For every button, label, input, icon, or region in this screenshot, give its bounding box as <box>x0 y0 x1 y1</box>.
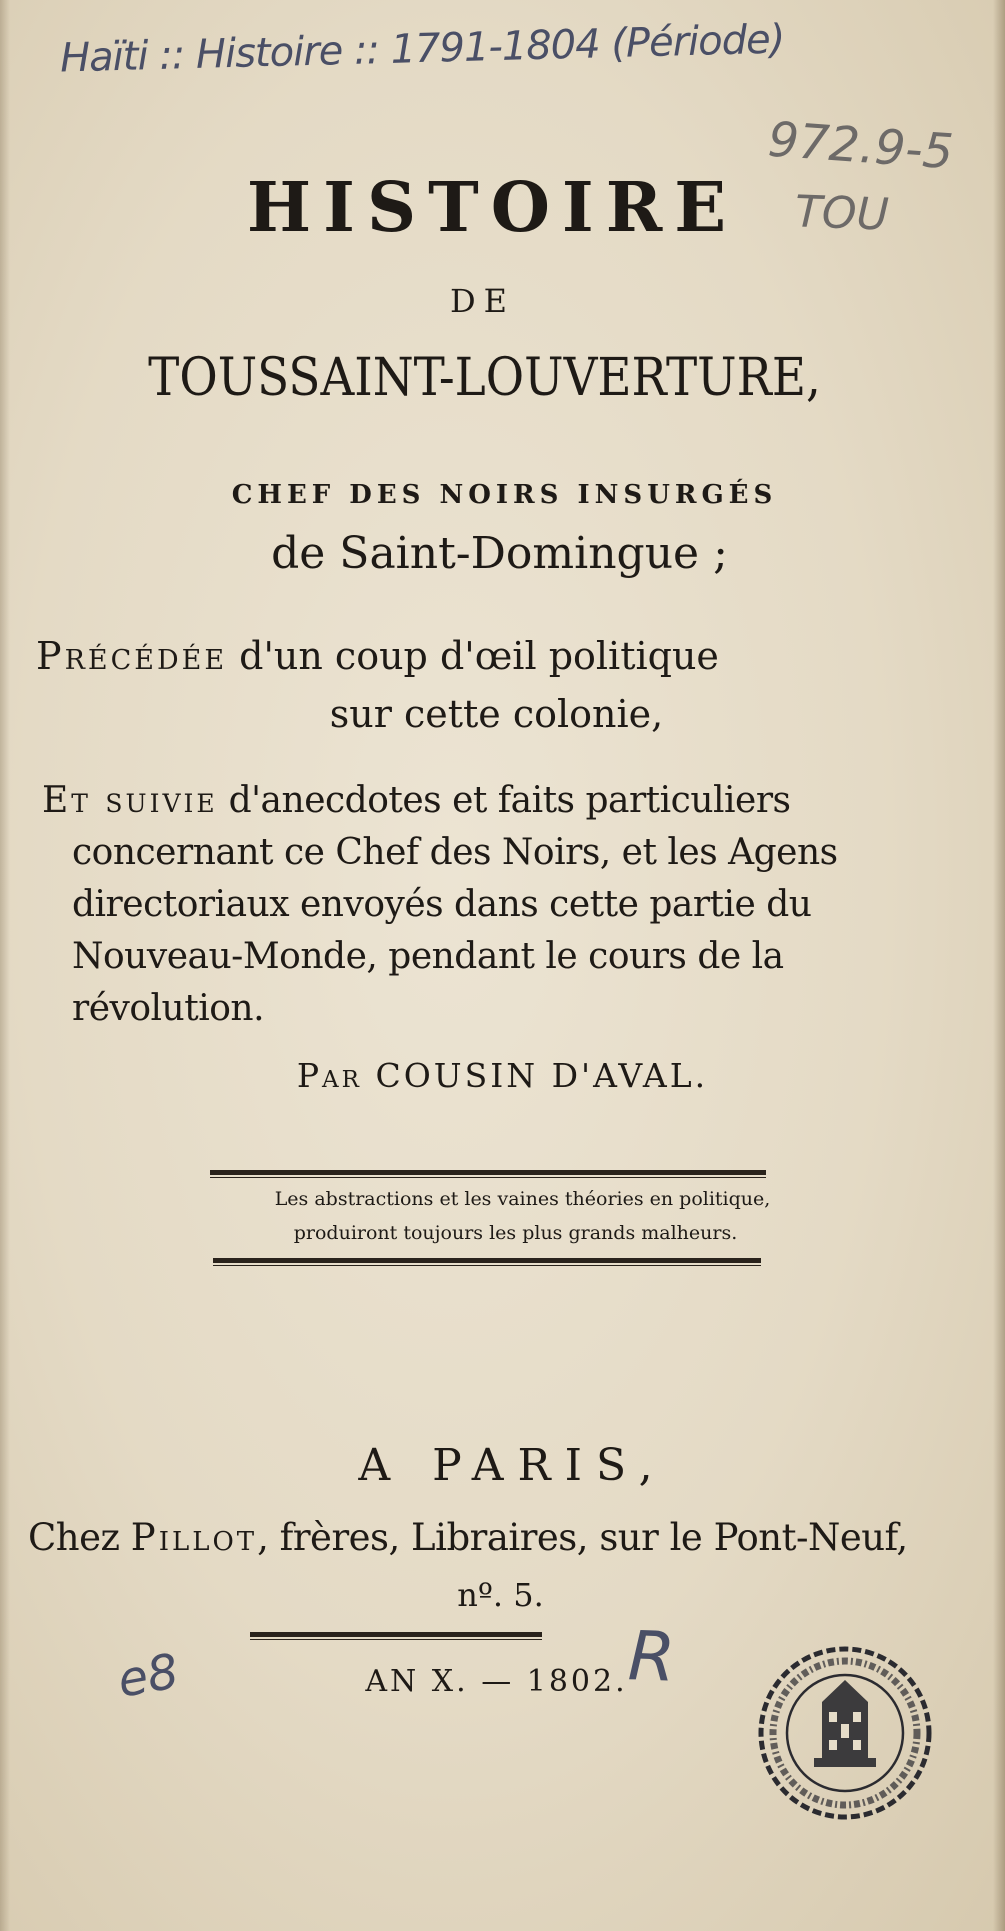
publication-date: AN X. — 1802. <box>365 1664 628 1699</box>
title-de: DE <box>449 282 515 320</box>
suivie-line-5: révolution. <box>72 988 265 1029</box>
imprint-city: A PARIS, <box>358 1440 667 1491</box>
handwritten-margin-mark: e8 <box>113 1643 183 1709</box>
precedee-line <box>36 634 719 678</box>
suivie-line-2: concernant ce Chef des Noirs, et les Agens <box>72 832 838 873</box>
handwritten-subject-heading: Haïti :: Histoire :: 1791-1804 (Période) <box>59 16 785 82</box>
imprint-publisher-caps: Pillot <box>130 1516 258 1559</box>
author-name: COUSIN D'AVAL. <box>361 1056 709 1095</box>
call-number-line-1: 972.9-5 <box>766 111 956 181</box>
stamp-emblem-base <box>814 1758 876 1767</box>
author-line <box>0 1056 1005 1095</box>
call-number-line-2: TOU <box>794 186 890 241</box>
imprint-publisher <box>28 1516 908 1559</box>
subtitle-chef: CHEF DES NOIRS INSURGÉS <box>231 480 778 510</box>
stamp-emblem-top <box>822 1680 868 1702</box>
page-right-edge <box>993 0 1005 1931</box>
suivie-line-1 <box>42 780 791 821</box>
library-stamp-icon <box>752 1640 938 1826</box>
imprint-publisher-rest: , frères, Libraires, sur le Pont-Neuf, <box>257 1516 908 1559</box>
stamp-emblem <box>814 1680 876 1767</box>
precedee-rest: d'un coup d'œil politique <box>227 634 719 678</box>
imprint-number: nº. 5. <box>457 1576 544 1614</box>
imprint-publisher-pre: Chez <box>28 1516 131 1559</box>
title-subject: TOUSSAINT-LOUVERTURE, <box>148 348 821 408</box>
date-rule <box>250 1632 542 1640</box>
motto-line-2: produiront toujours les plus grands malheurs. <box>293 1222 738 1244</box>
subtitle-saint-domingue: de Saint-Domingue ; <box>271 528 728 579</box>
motto-rule-top <box>210 1170 766 1178</box>
suivie-caps: Et suivie <box>42 780 218 821</box>
author-par: Par <box>296 1056 362 1095</box>
suivie-line-3: directoriaux envoyés dans cette partie du <box>72 884 812 925</box>
suivie-rest: d'anecdotes et faits particuliers <box>217 780 791 821</box>
book-title: HISTOIRE <box>246 168 739 248</box>
colonie-line: sur cette colonie, <box>329 692 664 736</box>
precedee-caps: Précédée <box>36 634 228 678</box>
handwritten-r-mark: R <box>626 1617 677 1698</box>
suivie-line-4: Nouveau-Monde, pendant le cours de la <box>72 936 784 977</box>
motto-rule-bottom <box>213 1258 761 1266</box>
motto-line-1: Les abstractions et les vaines théories en politique, <box>274 1188 771 1210</box>
